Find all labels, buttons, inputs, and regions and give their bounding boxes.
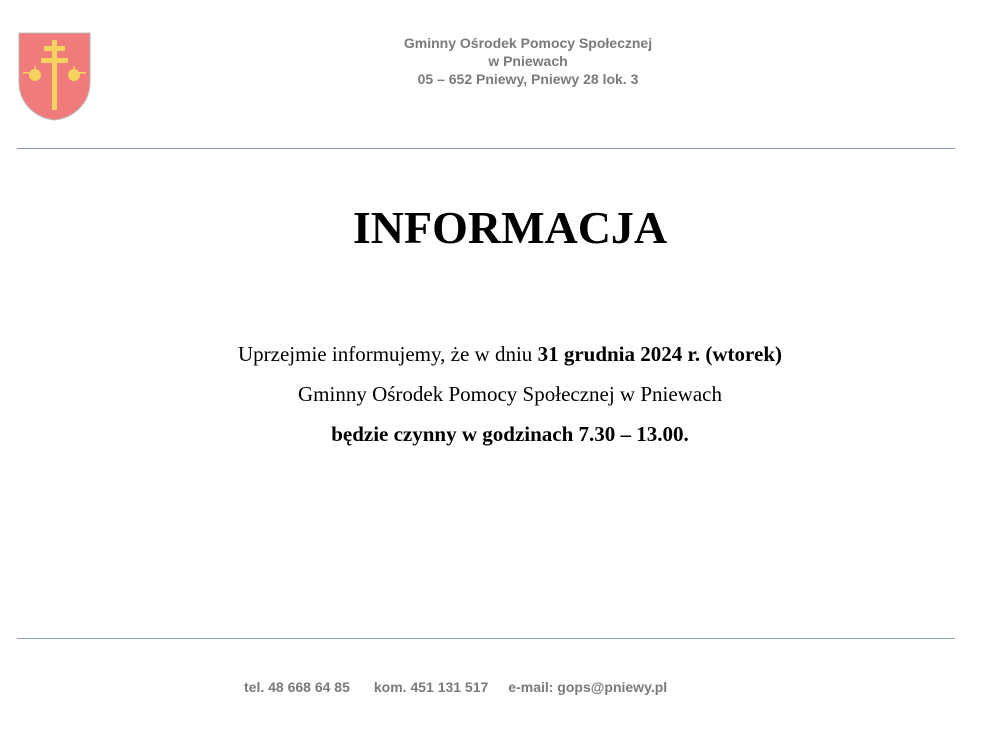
header-line-town: w Pniewach	[488, 53, 568, 69]
announcement-hours: będzie czynny w godzinach 7.30 – 13.00.	[331, 422, 689, 446]
announcement-intro: Uprzejmie informujemy, że w dniu	[238, 342, 538, 366]
announcement-line-1	[0, 339, 984, 379]
institution-header	[268, 34, 788, 88]
footer-email[interactable]: e-mail: gops@pniewy.pl	[508, 679, 668, 695]
footer-mobile: kom. 451 131 517	[373, 679, 489, 695]
coat-of-arms-icon	[18, 32, 91, 122]
announcement-line-2: Gminny Ośrodek Pomocy Społecznej w Pniewach	[297, 382, 722, 406]
announcement-date: 31 grudnia 2024 r. (wtorek)	[537, 342, 782, 366]
footer-divider	[17, 638, 955, 639]
page-title: INFORMACJA	[352, 202, 668, 253]
announcement-line-3	[0, 419, 984, 459]
contact-footer	[244, 677, 667, 697]
footer-phone: tel. 48 668 64 85	[244, 679, 350, 695]
header-line-name: Gminny Ośrodek Pomocy Społecznej	[403, 35, 653, 51]
header-divider	[17, 148, 955, 149]
announcement-body	[0, 339, 984, 459]
header-line-address: 05 – 652 Pniewy, Pniewy 28 lok. 3	[417, 71, 639, 87]
